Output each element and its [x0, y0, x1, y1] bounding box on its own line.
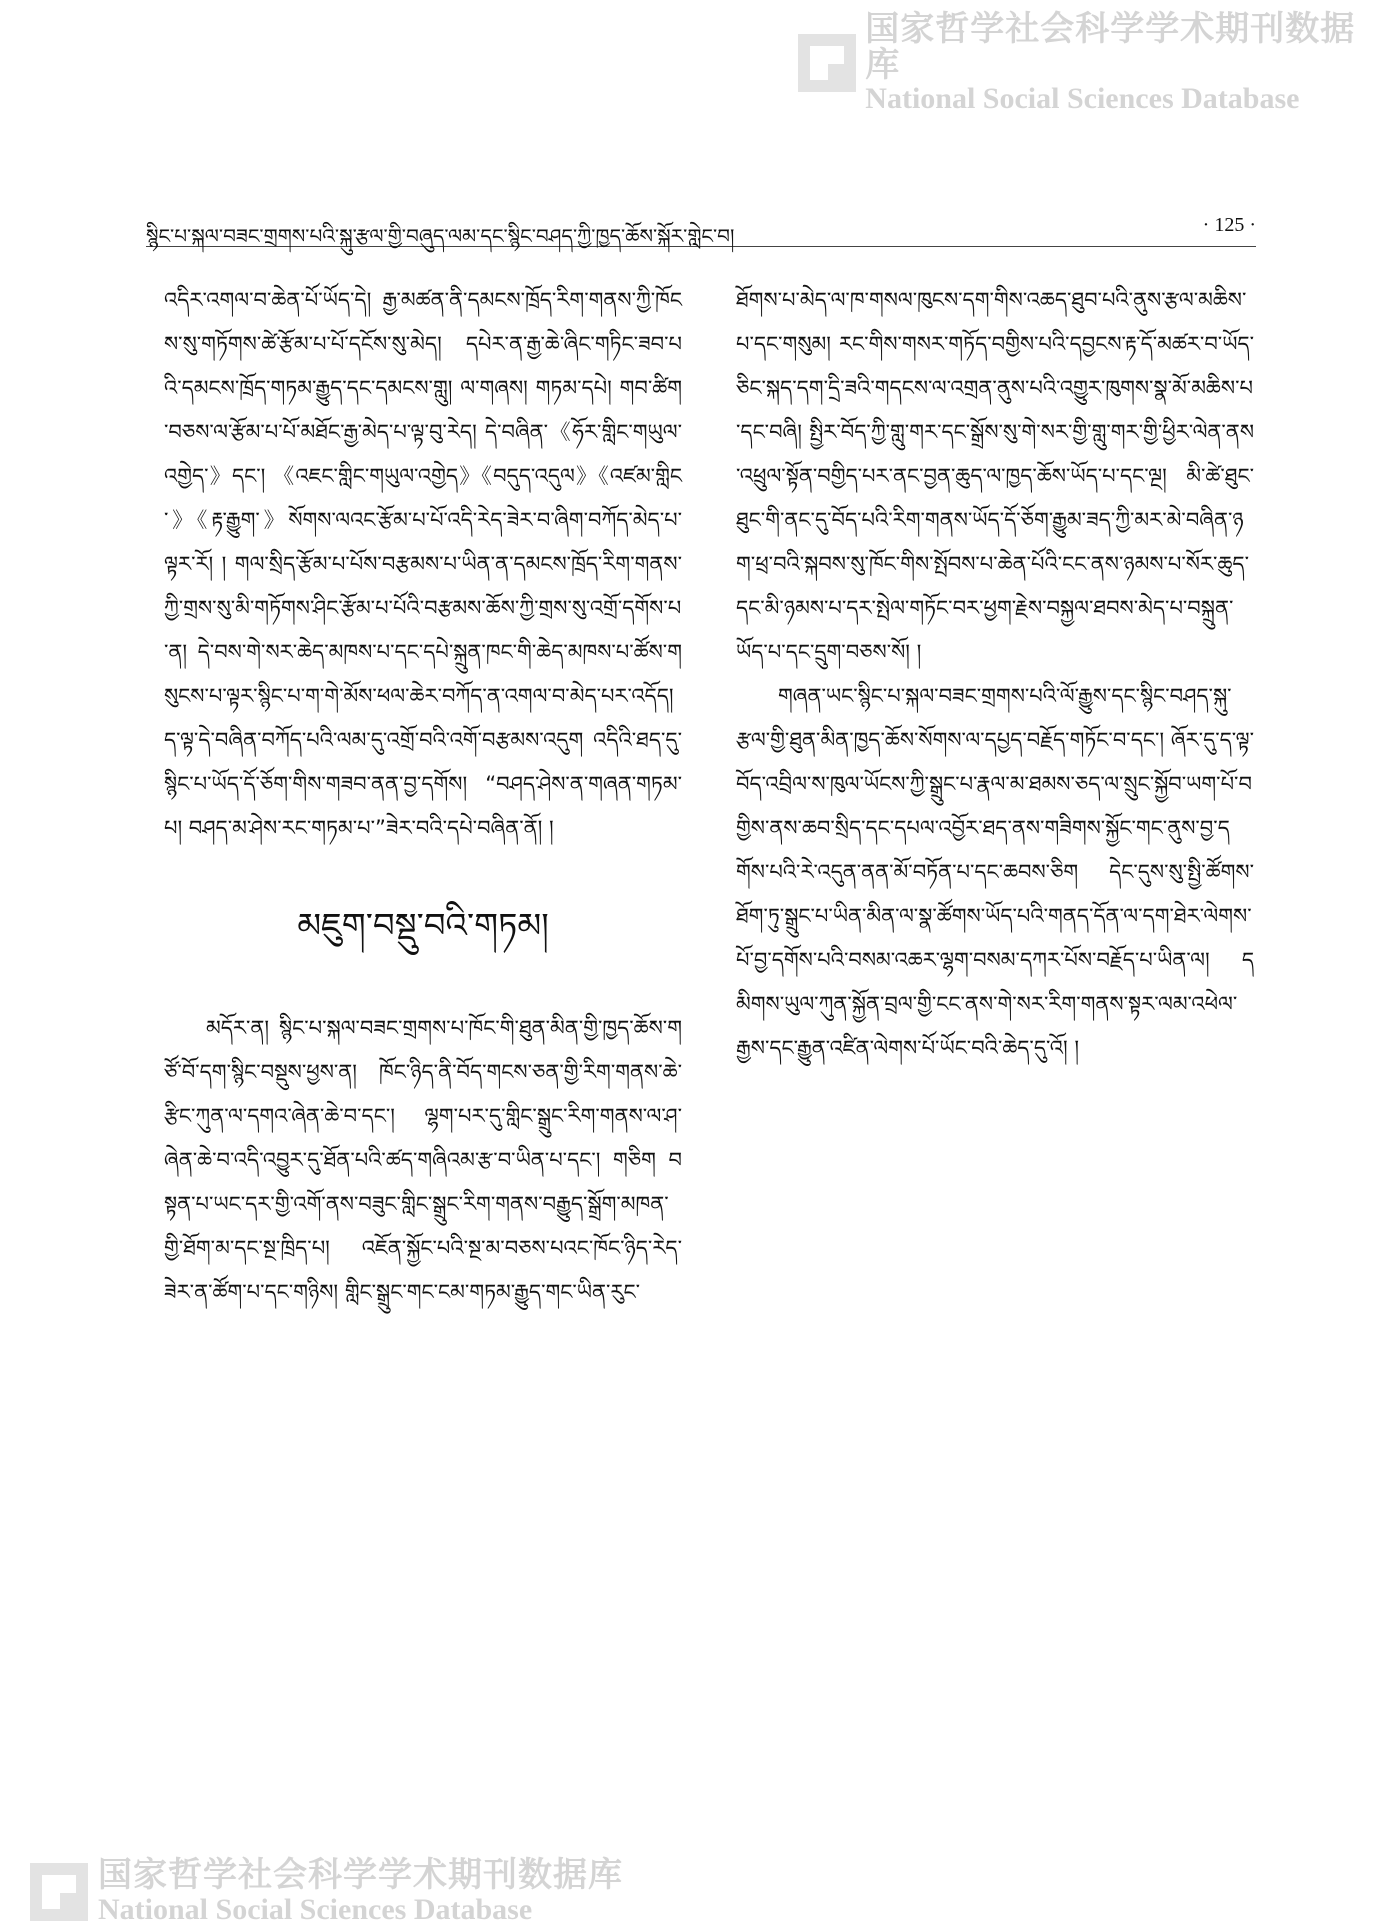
page-number: · 125 ·	[1202, 214, 1256, 236]
watermark-bottom	[30, 1855, 623, 1926]
right-column	[736, 278, 1254, 1070]
watermark-cn: 国家哲学社会科学学术期刊数据库	[865, 9, 1356, 85]
body-paragraph: འདིར་འགལ་བ་ཆེན་པོ་ཡོད་དེ། རྒྱ་མཚན་ནི་དམངས་ཁྲོད་རིག་གནས་ཀྱི་ཁོངས་སུ་གཏོགས་ཚེ་རྩོམ་པ་པོ་དངོས་སུ་མེད། དཔེར་ན་རྒྱ་ཆེ་ཞིང་གཏིང་ཟབ་པའི་དམངས་ཁྲོད་གཏམ་རྒྱུད་དང་དམངས་གླུ། ལ་གཞས། གཏམ་དཔེ། གབ་ཚིག་བཅས་ལ་རྩོམ་པ་པོ་མཐོང་རྒྱ་མེད་པ་ལྟ་བུ་རེད། དེ་བཞིན་《ཧོར་གླིང་གཡུལ་འགྱེད་》དང་། 《འཇང་གླིང་གཡུལ་འགྱེད》《བདུད་འདུལ》《འཛམ་གླིང་》《རྟ་རྒྱུག་》སོགས་ལའང་རྩོམ་པ་པོ་འདི་རེད་ཟེར་བ་ཞིག་བཀོད་མེད་པ་ལྟར་རོ། ། གལ་སྲིད་རྩོམ་པ་པོས་བརྩམས་པ་ཡིན་ན་དམངས་ཁྲོད་རིག་གནས་ཀྱི་གྲས་སུ་མི་གཏོགས་ཤིང་རྩོམ་པ་པོའི་བརྩམས་ཆོས་ཀྱི་གྲས་སུ་འགྲོ་དགོས་པ་ན། དེ་བས་གེ་སར་ཆེད་མཁས་པ་དང་དཔེ་སྐྲུན་ཁང་གི་ཆེད་མཁས་པ་ཚོས་གསུངས་པ་ལྟར་སྙིང་པ་ག་གེ་མོས་ཕལ་ཆེར་བཀོད་ན་འགལ་བ་མེད་པར་འདོད། ད་ལྟ་དེ་བཞིན་བཀོད་པའི་ལམ་དུ་འགྲོ་བའི་འགོ་བརྩམས་འདུག འདིའི་ཐད་དུ་སྙིང་པ་ཡོད་དོ་ཅོག་གིས་གཟབ་ནན་བྱ་དགོས། “བཤད་ཤེས་ན་གཞན་གཏམ་པ། བཤད་མ་ཤེས་རང་གཏམ་པ་”ཟེར་བའི་དཔེ་བཞིན་ནོ། །	[164, 288, 682, 840]
watermark-logo-icon	[798, 34, 855, 92]
watermark-cn: 国家哲学社会科学学术期刊数据库	[98, 1855, 623, 1895]
running-header	[146, 212, 1256, 247]
body-paragraph: མདོར་ན། སྙིང་པ་སྐལ་བཟང་གྲགས་པ་ཁོང་གི་ཐུན་མིན་གྱི་ཁྱད་ཆོས་གཙོ་བོ་དག་སྙིང་བསྡུས་ཕྱས་ན། ཁོང་ཉིད་ནི་བོད་གངས་ཅན་གྱི་རིག་གནས་ཆེ་རྩིང་ཀུན་ལ་དགའ་ཞེན་ཆེ་བ་དང་། ལྷག་པར་དུ་གླིང་སྒྲུང་རིག་གནས་ལ་ཤ་ཞེན་ཆེ་བ་འདི་འབྱུར་དུ་ཐོན་པའི་ཚད་གཞིའམ་རྩ་བ་ཡིན་པ་དང་། གཅིག བསྟན་པ་ཡང་དར་གྱི་འགོ་ནས་བཟུང་གླིང་སྒྲུང་རིག་གནས་བརྒྱུད་སྒྲོག་མཁན་གྱི་ཐོག་མ་དང་སྔ་ཁྲིད་པ། འཇོན་སྐྱོང་པའི་སྔ་མ་བཅས་པའང་ཁོང་ཉིད་རེད་ཟེར་ན་ཚོག་པ་དང་གཉིས། གླིང་སྒྲུང་གང་ངམ་གཏམ་རྒྱུད་གང་ཡིན་རུང་	[164, 1016, 682, 1304]
left-column	[164, 278, 682, 1314]
section-heading: མཇུག་བསྡུ་བའི་གཏམ།	[297, 906, 549, 946]
body-paragraph: ཐོགས་པ་མེད་ལ་ཁ་གསལ་ཁུངས་དག་གིས་འཆད་ཐུབ་པའི་ནུས་རྩལ་མཆིས་པ་དང་གསུམ། རང་གིས་གསར་གཏོད་བགྱིས་པའི་དབྱངས་རྟ་དོ་མཚར་བ་ཡོད་ཅིང་སྐད་དག་དྲི་ཟའི་གདངས་ལ་འགྲན་ནུས་པའི་འགྱུར་ཁུགས་སྣ་མོ་མཆིས་པ་དང་བཞི། སྤྱིར་བོད་ཀྱི་གླུ་གར་དང་སྒྲོས་སུ་གེ་སར་གྱི་གླུ་གར་གྱི་ཕྱིར་ལེན་ནས་འཕྲུལ་སྟོན་བགྱིད་པར་ནང་བྱན་ཆུད་ལ་ཁྱད་ཆོས་ཡོད་པ་དང་ལྔ། མི་ཚེ་ཐུང་ཐུང་གི་ནང་དུ་བོད་པའི་རིག་གནས་ཡོད་དོ་ཅོག་རྒྱུམ་ཟད་ཀྱི་མར་མེ་བཞིན་ཉག་ཕྲ་བའི་སྐབས་སུ་ཁོང་གིས་སྤོབས་པ་ཆེན་པོའི་ངང་ནས་ཉམས་པ་སོར་ཆུད་དང་མི་ཉམས་པ་དར་སྤེལ་གཏོང་བར་ཕྱག་རྗེས་བསྐྱལ་ཐབས་མེད་པ་བསྐྲུན་ཡོད་པ་དང་དྲུག་བཅས་སོ། །	[736, 288, 1254, 664]
watermark-logo-icon	[30, 1863, 88, 1921]
body-paragraph: གཞན་ཡང་སྙིང་པ་སྐལ་བཟང་གྲགས་པའི་ལོ་རྒྱུས་དང་སྙིང་བཤད་སྐུ་རྩལ་གྱི་ཐུན་མིན་ཁྱད་ཆོས་སོགས་ལ་དཔྱད་བརྗོད་གཏོང་བ་དང་། ཞོར་དུ་ད་ལྟ་བོད་འབྲིལ་ས་ཁུལ་ཡོངས་ཀྱི་སྒྲུང་པ་རྣལ་མ་ཐམས་ཅད་ལ་སྲུང་སྐྱོབ་ཡག་པོ་བགྱིས་ནས་ཆབ་སྲིད་དང་དཔལ་འབྱོར་ཐད་ནས་གཟིགས་སྐྱོང་གང་ནུས་བྱ་དགོས་པའི་རེ་འདུན་ནན་མོ་བཏོན་པ་དང་ཆབས་ཅིག དེང་དུས་སུ་སྤྱི་ཚོགས་ཐོག་ཏུ་སྒྲུང་པ་ཡིན་མིན་ལ་སྣ་ཚོགས་ཡོད་པའི་གནད་དོན་ལ་དག་ཐེར་ལེགས་པོ་བྱ་དགོས་པའི་བསམ་འཆར་ལྷག་བསམ་དཀར་པོས་བརྗོད་པ་ཡིན་ལ། དམིགས་ཡུལ་ཀུན་སྐྱོན་བྲལ་གྱི་ངང་ནས་གེ་སར་རིག་གནས་སྟར་ལམ་འཕེལ་རྒྱས་དང་རྒྱུན་འཛིན་ལེགས་པོ་ཡོང་བའི་ཆེད་དུ་འོ། །	[736, 684, 1254, 1060]
watermark-en: National Social Sciences Database	[865, 82, 1300, 116]
watermark-top	[798, 9, 1384, 116]
header-title: སྙིང་པ་སྐལ་བཟང་གྲགས་པའི་སྐུ་རྩལ་གྱི་བཞུད་ལམ་དང་སྙིང་བཤད་ཀྱི་ཁྱད་ཆོས་སྐོར་གླེང་བ།	[146, 224, 735, 248]
watermark-en: National Social Sciences Database	[98, 1892, 533, 1926]
